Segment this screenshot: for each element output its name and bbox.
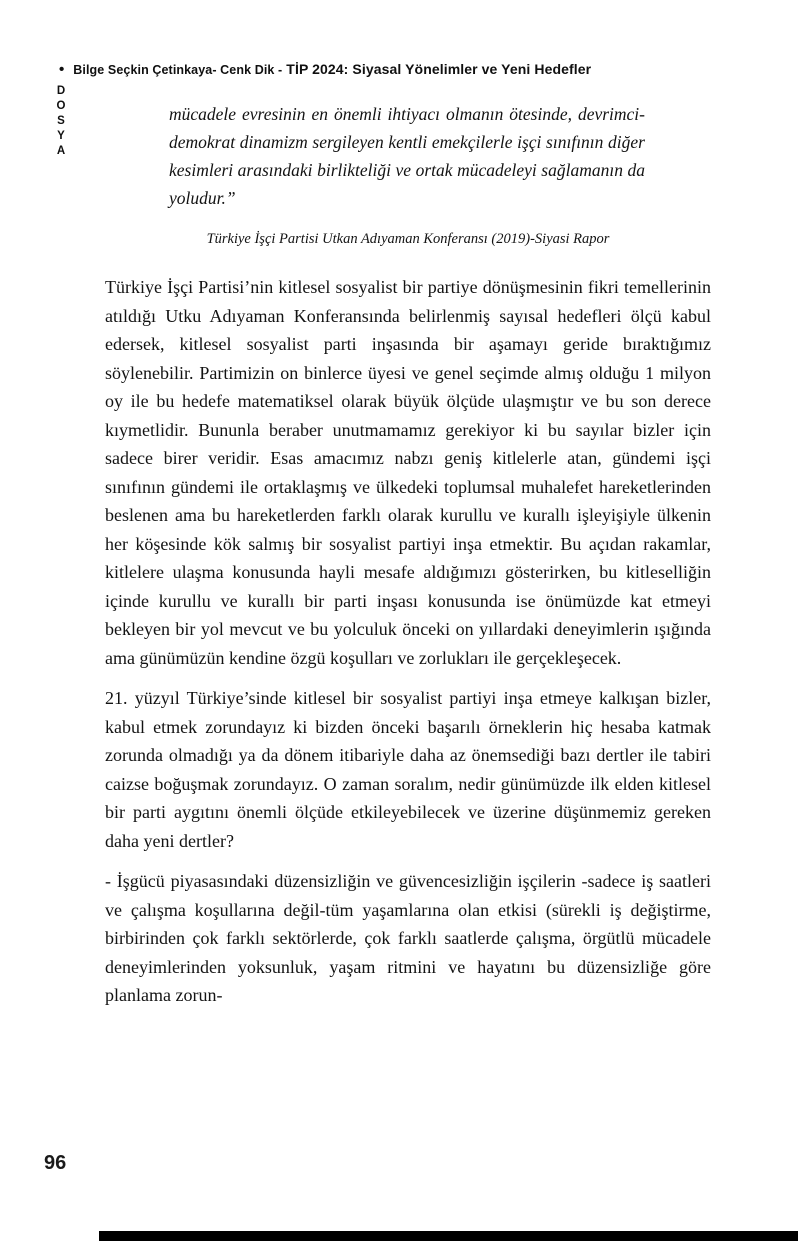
body-paragraph: 21. yüzyıl Türkiye’sinde kitlesel bir sosyalist partiyi inşa etmeye kalkışan bizler, kabul etmek zorundayız ki bizden önceki başarılı örneklerin hiç hesaba katmak zorunda olmadığı ya da dönem itibariyle daha az önemsediği bazı dertler ile tabiri caizse boğuşmak zorundayız. O zaman soralım, nedir günümüzde ilk elden kitlesel bir parti aygıtını önemli ölçüde etkileyebilecek ve üzerine düşünmemiz gereken daha yeni dertler? xyxy=(105,688,711,851)
quote-attribution: Türkiye İşçi Partisi Utkan Adıyaman Konferansı (2019)-Siyasi Rapor xyxy=(206,231,610,247)
quote-text: mücadele evresinin en önemli ihtiyacı olmanın ötesinde, devrimci-demokrat dinamizm sergileyen kentli emekçilerle işçi sınıfının diğer kesimleri arasındaki birlikteliği ve ortak mücadeleyi sağlamanın da yoludur.” xyxy=(169,104,645,208)
running-header xyxy=(59,61,591,77)
page-content xyxy=(105,100,711,1010)
dosya-sidebar-label: DOSYA xyxy=(55,85,67,160)
body-paragraph: Türkiye İşçi Partisi’nin kitlesel sosyalist bir partiye dönüşmesinin fikri temellerinin atıldığı Utku Adıyaman Konferansında belirlenmiş sayısal hedefleri ölçü kabul edersek, kitlesel sosyalist parti inşasında bir aşamayı geride bıraktığımız söylenebilir. Partimizin on binlerce üyesi ve genel seçimde almış olduğu 1 milyon oy ile bu hedefe matematiksel olarak büyük ölçüde ulaşmıştır ve bu son derece kıymetlidir. Bununla beraber unutmamamız gerekiyor ki bu sayılar bizler için sadece birer veridir. Esas amacımız nabzı geniş kitlelerle atan, gündemi işçi sınıfının gündemi ile ortaklaşmış ve ülkedeki toplumsal muhalefet hareketlerinden beslenen ama bu hareketlerden farklı olarak kurullu ve kurallı işleyişiyle ülkenin her köşesinde kök salmış bir sosyalist partiyi inşa etmektir. Bu açıdan rakamlar, kitlelere ulaşma konusunda hayli mesafe aldığımızı gösterirken, bu kitleselliğin içinde kurullu ve kurallı bir parti inşası konusunda ise önümüzde kat etmeyi bekleyen bir yol mevcut ve bu yolculuk önceki on yıllardaki deneyimlerin ışığında ama günümüzün kendine özgü koşulları ve zorlukları ile gerçekleşecek. xyxy=(105,277,711,668)
footer-bar xyxy=(99,1231,798,1241)
header-authors: Bilge Seçkin Çetinkaya- Cenk Dik - xyxy=(73,63,283,77)
header-title: TİP 2024: Siyasal Yönelimler ve Yeni Hedefler xyxy=(286,61,592,77)
header-bullet-icon: • xyxy=(59,61,65,78)
body-paragraph: - İşgücü piyasasındaki düzensizliğin ve güvencesizliğin işçilerin -sadece iş saatleri ve çalışma koşullarına değil-tüm yaşamlarına olan etkisi (sürekli iş değiştirme, birbirinden çok farklı sektörlerde, çok farklı saatlerde çalışma, örgütlü mücadele deneyimlerinden yoksunluk, yaşam ritmini ve hayatını bu düzensizliğe göre planlama zorun- xyxy=(105,871,711,1005)
quote-block xyxy=(169,100,645,212)
page-number: 96 xyxy=(44,1152,67,1174)
